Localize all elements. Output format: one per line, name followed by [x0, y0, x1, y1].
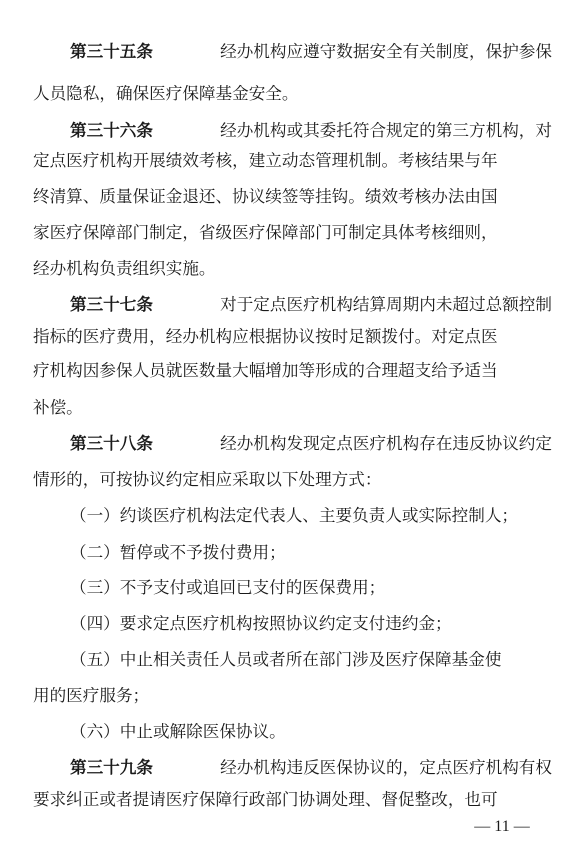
line-21 — [70, 753, 552, 783]
page-number: — 11 — — [474, 818, 530, 835]
line-05 — [33, 182, 552, 212]
article-text: 经办机构发现定点医疗机构存在违反协议约定 — [220, 434, 552, 453]
line-04 — [33, 146, 552, 176]
list-item-4: （四）要求定点医疗机构按照协议约定支付违约金； — [70, 614, 452, 633]
paragraph-text: 情形的，可按协议约定相应采取以下处理方式： — [33, 470, 382, 489]
line-19 — [33, 681, 149, 711]
line-20 — [70, 717, 286, 747]
list-item-5: （五）中止相关责任人员或者所在部门涉及医疗保障基金使 — [70, 650, 502, 669]
line-08 — [70, 290, 552, 320]
line-06 — [33, 218, 552, 248]
line-07 — [33, 254, 216, 284]
list-item-5-continued: 用的医疗服务； — [33, 686, 150, 705]
paragraph-text: 定点医疗机构开展绩效考核，建立动态管理机制。考核结果与年 — [33, 151, 498, 170]
paragraph-text: 指标的医疗费用，经办机构应根据协议按时足额拨付。对定点医 — [33, 327, 498, 346]
line-22 — [33, 785, 552, 815]
paragraph-text: 经办机构负责组织实施。 — [33, 259, 216, 278]
list-item-2: （二）暂停或不予拨付费用； — [70, 543, 286, 562]
line-17 — [70, 609, 452, 639]
paragraph-text: 终清算、质量保证金退还、协议续签等挂钩。绩效考核办法由国 — [33, 187, 498, 206]
list-item-3: （三）不予支付或追回已支付的医保费用； — [70, 578, 386, 597]
article-label: 第三十七条 — [70, 295, 153, 314]
line-02 — [33, 79, 299, 109]
paragraph-text: 疗机构因参保人员就医数量大幅增加等形成的合理超支给予适当 — [33, 361, 498, 380]
paragraph-text: 要求纠正或者提请医疗保障行政部门协调处理、督促整改，也可 — [33, 790, 498, 809]
line-15 — [70, 538, 286, 568]
line-03 — [70, 116, 552, 146]
line-14 — [70, 501, 552, 531]
line-13 — [33, 465, 381, 495]
paragraph-text: 家医疗保障部门制定，省级医疗保障部门可制定具体考核细则， — [33, 223, 498, 242]
article-text: 经办机构或其委托符合规定的第三方机构，对 — [220, 121, 552, 140]
paragraph-text: 人员隐私，确保医疗保障基金安全。 — [33, 84, 299, 103]
paragraph-text: 补偿。 — [33, 398, 83, 417]
line-10 — [33, 356, 552, 386]
line-01 — [70, 37, 552, 67]
article-label: 第三十六条 — [70, 121, 153, 140]
list-item-1: （一）约谈医疗机构法定代表人、主要负责人或实际控制人； — [70, 506, 519, 525]
article-text: 对于定点医疗机构结算周期内未超过总额控制 — [220, 295, 552, 314]
line-11 — [33, 393, 83, 423]
line-16 — [70, 573, 385, 603]
line-12 — [70, 429, 552, 459]
list-item-6: （六）中止或解除医保协议。 — [70, 722, 286, 741]
article-label: 第三十八条 — [70, 434, 153, 453]
line-09 — [33, 322, 552, 352]
line-18 — [70, 645, 552, 675]
article-label: 第三十五条 — [70, 42, 153, 61]
article-text: 经办机构应遵守数据安全有关制度，保护参保 — [220, 42, 552, 61]
article-text: 经办机构违反医保协议的，定点医疗机构有权 — [220, 758, 552, 777]
article-label: 第三十九条 — [70, 758, 153, 777]
